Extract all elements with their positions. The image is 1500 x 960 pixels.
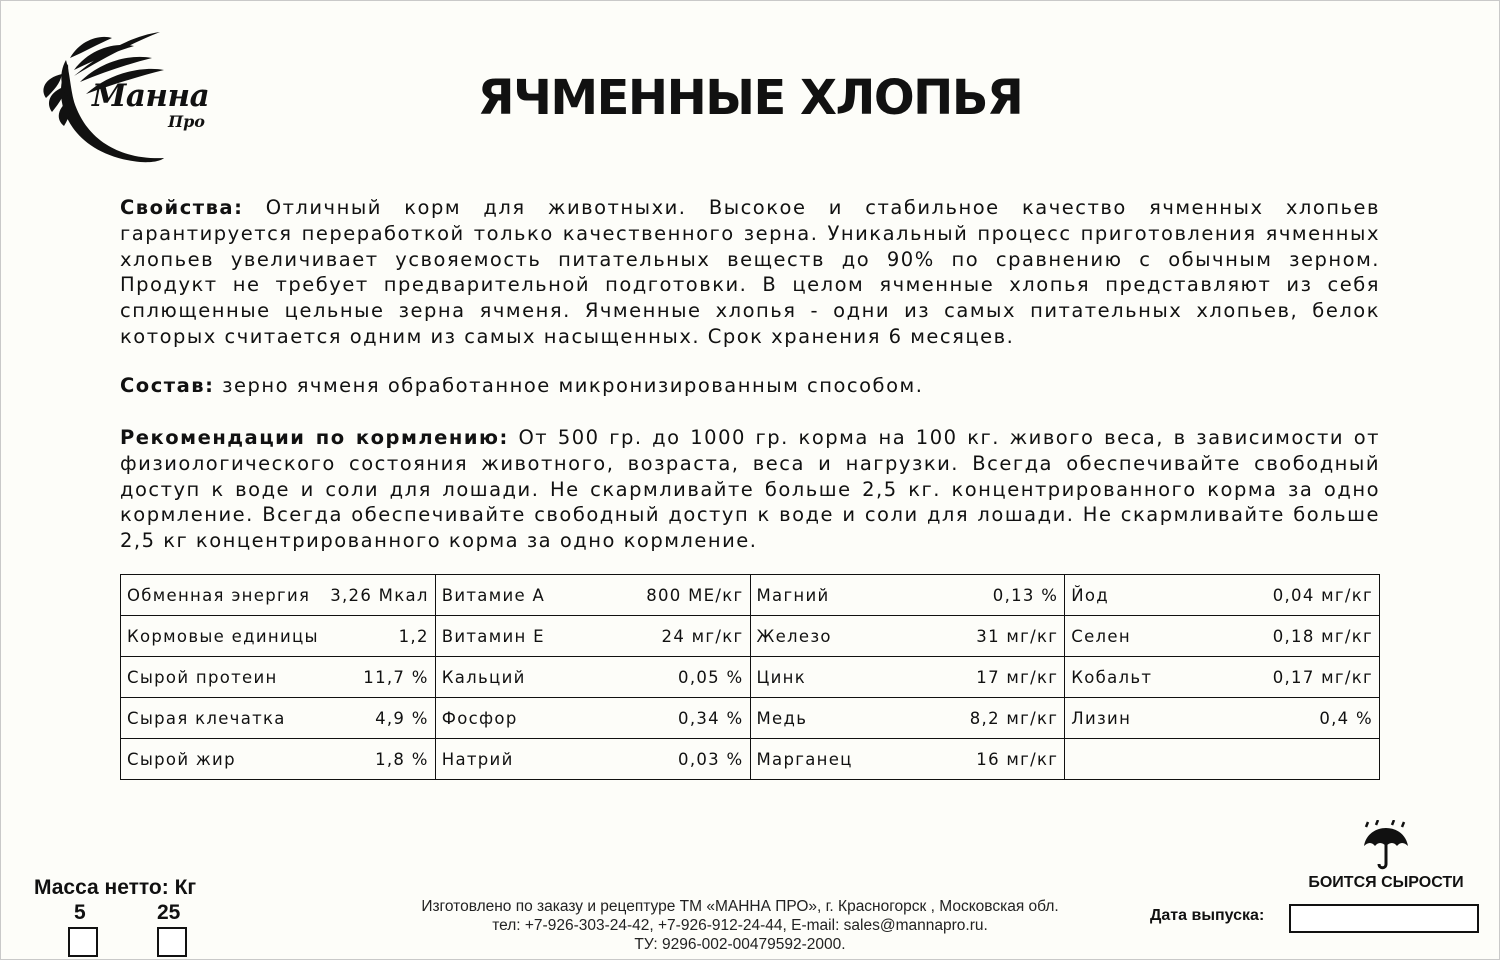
nutrient-name: Фосфор	[441, 708, 518, 728]
production-date-label: Дата выпуска:	[1150, 907, 1265, 924]
nutrient-cell	[435, 575, 750, 616]
nutrient-value: 800 МЕ/кг	[646, 585, 744, 605]
nutrient-cell-content	[757, 668, 1059, 687]
feeding-label: Рекомендации по кормлению:	[120, 426, 509, 449]
nutrient-name: Магний	[756, 585, 830, 605]
nutrient-cell	[435, 616, 750, 657]
nutrient-name: Витамие А	[441, 585, 546, 605]
composition-paragraph	[120, 373, 1380, 399]
nutrient-name: Кобальт	[1071, 667, 1153, 687]
nutrient-value: 0,4 %	[1319, 708, 1373, 728]
nutrient-value: 3,26 Мкал	[330, 585, 429, 605]
nutrient-name: Йод	[1071, 585, 1109, 605]
mass-option-25-label: 25	[157, 901, 181, 924]
nutrient-name: Железо	[756, 626, 832, 646]
nutrient-name: Марганец	[756, 749, 853, 769]
mass-5-checkbox[interactable]	[68, 927, 98, 957]
nutrient-cell-content	[127, 709, 429, 728]
nutrient-value: 0,13 %	[992, 585, 1059, 605]
properties-text: Отличный корм для животныхи. Высокое и стабильное качество ячменных хлопьев гарантируется переработкой только качественного зерна. Уникальный процесс приготовления ячменных хлопьев увеличивает усвояемость питательных веществ до 90% по сравнению с обычным зерном. Продукт не требует предварительной подготовки. В целом ячменные хлопья представляют из себя сплющенные цельные зерна ячменя. Ячменные хлопья - одни из самых питательных хлопьев, белок которых считается одним из самых насыщенных. Срок хранения 6 месяцев.	[120, 196, 1380, 348]
nutrient-cell-content	[1071, 709, 1373, 728]
nutrient-row	[121, 575, 1380, 616]
contact-line: тел: +7-926-303-24-42, +7-926-912-24-44, E-mail: sales@mannapro.ru.	[492, 917, 988, 934]
nutrient-cell-content	[442, 750, 744, 769]
nutrient-cell	[1065, 657, 1380, 698]
nutrient-cell	[750, 698, 1065, 739]
nutrient-cell	[121, 657, 436, 698]
net-mass-label: Масса нетто: Кг	[34, 876, 197, 899]
nutrient-cell	[121, 575, 436, 616]
nutrient-value: 1,2	[398, 626, 429, 646]
nutrient-cell	[1065, 739, 1380, 780]
logo-wordmark: Манна	[92, 78, 210, 114]
mass-25-checkbox[interactable]	[157, 927, 187, 957]
nutrient-cell	[435, 657, 750, 698]
nutrient-value: 0,04 мг/кг	[1272, 585, 1373, 605]
nutrient-cell	[1065, 698, 1380, 739]
nutrient-name: Сырой протеин	[127, 667, 278, 687]
nutrient-name: Сырая клечатка	[127, 708, 286, 728]
nutrient-row	[121, 657, 1380, 698]
nutrient-name: Кормовые единицы	[127, 626, 319, 646]
nutrient-cell-content	[442, 586, 744, 605]
mass-option-5-label: 5	[74, 901, 86, 924]
nutrient-name: Кальций	[441, 667, 526, 687]
feeding-paragraph	[120, 425, 1380, 554]
composition-label: Состав:	[120, 374, 215, 397]
moisture-warning-label: БОИТСЯ СЫРОСТИ	[1308, 874, 1464, 891]
nutrient-value: 0,05 %	[678, 667, 744, 687]
nutrient-cell	[121, 739, 436, 780]
nutrient-cell-content	[757, 750, 1059, 769]
manufacturer-line: Изготовлено по заказу и рецептуре ТМ «МАННА ПРО», г. Красногорск , Московская обл.	[421, 898, 1059, 915]
standard-line: ТУ: 9296-002-00479592-2000.	[634, 936, 846, 953]
nutrient-name: Медь	[756, 708, 808, 728]
nutrient-value: 16 мг/кг	[976, 749, 1059, 769]
logo-subword: Про	[168, 112, 205, 131]
nutrient-value: 11,7 %	[363, 667, 429, 687]
nutrient-cell-content	[757, 709, 1059, 728]
nutrient-value: 8,2 мг/кг	[969, 708, 1059, 728]
nutrient-row	[121, 739, 1380, 780]
nutrient-cell-content	[127, 586, 429, 605]
nutrient-cell-content	[127, 750, 429, 769]
nutrient-cell-content	[1071, 668, 1373, 687]
nutrient-value: 17 мг/кг	[976, 667, 1059, 687]
nutrient-cell-content	[442, 668, 744, 687]
production-date-field[interactable]	[1289, 904, 1479, 933]
nutrient-value: 1,8 %	[375, 749, 429, 769]
nutrient-cell	[1065, 616, 1380, 657]
umbrella-rain-icon	[1360, 820, 1412, 872]
composition-text: зерно ячменя обработанное микронизированным способом.	[214, 374, 924, 397]
product-title: ЯЧМЕННЫЕ ХЛОПЬЯ	[477, 70, 1023, 126]
nutrient-cell-content	[757, 586, 1059, 605]
nutrient-cell-content	[442, 627, 744, 646]
nutrient-value: 24 мг/кг	[661, 626, 744, 646]
nutrient-name: Цинк	[756, 667, 806, 687]
nutrient-cell-content	[1071, 627, 1373, 646]
nutrient-cell	[750, 616, 1065, 657]
nutrient-cell	[435, 739, 750, 780]
nutrient-table	[120, 574, 1380, 780]
nutrient-cell	[750, 739, 1065, 780]
nutrient-value: 0,34 %	[678, 708, 744, 728]
nutrient-cell	[121, 616, 436, 657]
nutrient-cell	[750, 657, 1065, 698]
nutrient-cell-content	[757, 627, 1059, 646]
properties-paragraph	[120, 195, 1380, 350]
nutrient-name: Сырой жир	[127, 749, 236, 769]
nutrient-cell	[750, 575, 1065, 616]
nutrient-name: Витамин Е	[441, 626, 545, 646]
manufacturer-info	[390, 897, 1090, 954]
nutrient-name: Натрий	[441, 749, 514, 769]
nutrient-value: 31 мг/кг	[976, 626, 1059, 646]
nutrient-value: 0,03 %	[678, 749, 744, 769]
nutrient-name: Обменная энергия	[127, 585, 311, 605]
nutrient-name: Лизин	[1071, 708, 1132, 728]
nutrient-cell	[121, 698, 436, 739]
nutrient-cell	[1065, 575, 1380, 616]
feeding-text: От 500 гр. до 1000 гр. корма на 100 кг. живого веса, в зависимости от физиологического состояния животного, возраста, веса и нагрузки. Всегда обеспечивайте свободный доступ к воде и соли для лошади. Не скармливайте больше 2,5 кг. концентрированного корма за одно кормление. Всегда обеспечивайте свободный доступ к воде и соли для лошади. Не скармливайте больше 2,5 кг концентрированного корма за одно кормление.	[120, 426, 1380, 553]
nutrient-cell-content	[1071, 586, 1373, 605]
nutrient-cell-content	[127, 627, 429, 646]
nutrient-value: 0,18 мг/кг	[1272, 626, 1373, 646]
nutrient-cell-content	[127, 668, 429, 687]
nutrient-row	[121, 698, 1380, 739]
nutrient-cell-content	[442, 709, 744, 728]
nutrient-value: 0,17 мг/кг	[1272, 667, 1373, 687]
nutrient-row	[121, 616, 1380, 657]
nutrient-cell	[435, 698, 750, 739]
properties-label: Свойства:	[120, 196, 244, 219]
nutrient-name: Селен	[1071, 626, 1131, 646]
nutrient-value: 4,9 %	[375, 708, 429, 728]
